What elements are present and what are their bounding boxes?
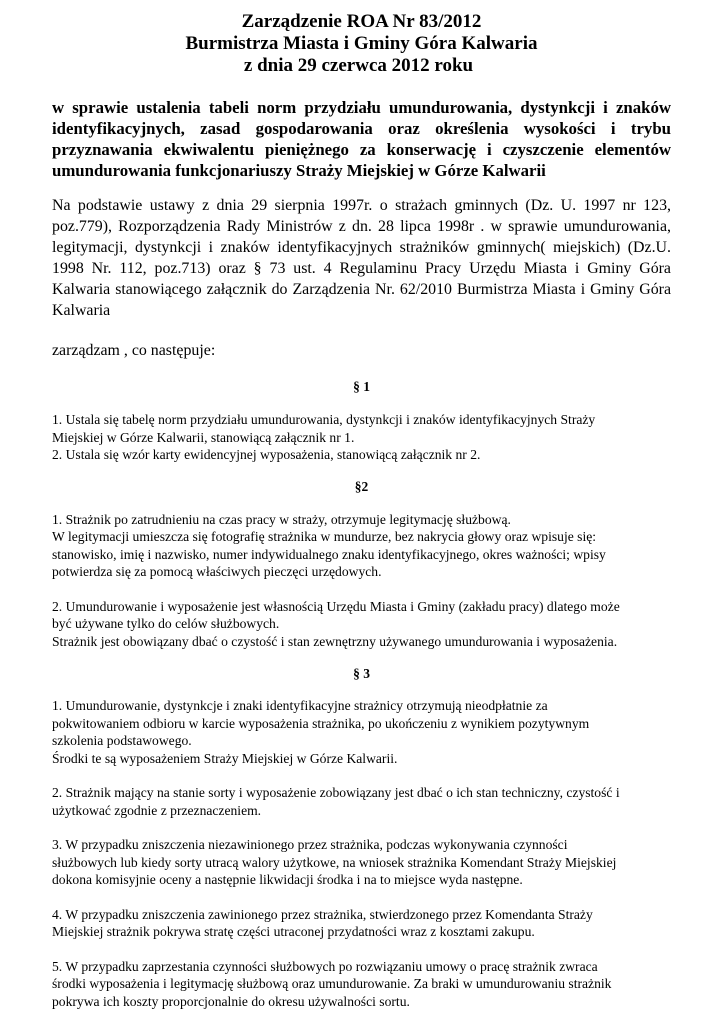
- text-line: 3. W przypadku zniszczenia niezawinionego przez strażnika, podczas wykonywania czynności: [52, 837, 568, 852]
- text-line: 1. Strażnik po zatrudnieniu na czas pracy w straży, otrzymuje legitymację służbową.: [52, 511, 511, 527]
- section-1-paragraph: [52, 411, 671, 464]
- text-line: Środki te są wyposażeniem Straży Miejskiej w Górze Kalwarii.: [52, 750, 398, 766]
- text-line: szkolenia podstawowego.: [52, 733, 192, 748]
- text-line: użytkować zgodnie z przeznaczeniem.: [52, 802, 262, 818]
- text-line: dokona komisyjnie oceny a następnie likwidacji środka i na to miejsce wyda następne.: [52, 872, 523, 887]
- document-page: [52, 0, 671, 1010]
- text-line: stanowisko, imię i nazwisko, numer indywidualnego znaku identyfikacyjnego, okres ważności; wpisy: [52, 546, 606, 562]
- text-line: 2. Strażnik mający na stanie sorty i wyposażenie zobowiązany jest dbać o ich stan techniczny, czystość i: [52, 785, 620, 800]
- section-2-heading: §2: [354, 478, 369, 494]
- text-line: 1. Ustala się tabelę norm przydziału umundurowania, dystynkcji i znaków identyfikacyjnych Straży: [52, 412, 596, 427]
- text-line: być używane tylko do celów służbowych.: [52, 616, 280, 631]
- text-line: 2. Umundurowanie i wyposażenie jest własnością Urzędu Miasta i Gminy (zakładu pracy) dlatego może: [52, 598, 620, 614]
- decree-line: zarządzam , co następuje:: [52, 342, 216, 359]
- section-3-heading: § 3: [353, 666, 370, 681]
- document-title: [52, 11, 671, 77]
- title-line-2: Burmistrza Miasta i Gminy Góra Kalwaria: [185, 33, 538, 54]
- text-line: 1. Umundurowanie, dystynkcje i znaki identyfikacyjne strażnicy otrzymują nieodpłatnie za: [52, 698, 548, 713]
- title-line-3: z dnia 29 czerwca 2012 roku: [243, 55, 474, 76]
- text-line: 5. W przypadku zaprzestania czynności służbowych po rozwiązaniu umowy o pracę strażnik zwraca: [52, 958, 598, 974]
- section-1-heading: § 1: [353, 379, 370, 394]
- section-3-paragraph-3: [52, 836, 671, 889]
- section-3-paragraph-2: [52, 784, 671, 819]
- section-3-paragraph-5: [52, 958, 671, 1011]
- text-line: pokrywa ich koszty proporcjonalnie do okresu używalności sortu.: [52, 993, 410, 1009]
- document-subject: w sprawie ustalenia tabeli norm przydziału umundurowania, dystynkcji i znaków identyfikacyjnych, zasad gospodarowania oraz określenia wysokości i trybu przyznawania ekwiwalentu pieniężnego za konserwację i czyszczenie elementów umundurowania funkcjonariuszy Straży Miejskiej w Górze Kalwarii: [52, 98, 671, 180]
- section-3-paragraph-1: [52, 697, 671, 767]
- section-2-paragraph-2: [52, 598, 671, 651]
- title-line-1: Zarządzenie ROA Nr 83/2012: [241, 11, 482, 32]
- text-line: służbowych lub kiedy sorty utracą walory użytkowe, na wniosek strażnika Komendant Straży Miejskiej: [52, 854, 617, 870]
- text-line: 2. Ustala się wzór karty ewidencyjnej wyposażenia, stanowiącą załącznik nr 2.: [52, 447, 481, 462]
- text-line: W legitymacji umieszcza się fotografię strażnika w mundurze, bez nakrycia głowy oraz wpisuje się:: [52, 529, 597, 544]
- text-line: potwierdza się za pomocą właściwych pieczęci urzędowych.: [52, 564, 382, 579]
- text-line: Strażnik jest obowiązany dbać o czystość i stan zewnętrzny używanego umundurowania i wyposażenia.: [52, 633, 618, 649]
- section-3-paragraph-4: [52, 906, 671, 941]
- section-2-paragraph-1: [52, 511, 671, 581]
- text-line: środki wyposażenia i legitymację służbową oraz umundurowanie. Za braki w umundurowaniu strażnik: [52, 976, 612, 991]
- text-line: Miejskiej strażnik pokrywa stratę części utraconej przydatności wraz z kosztami zakupu.: [52, 924, 535, 939]
- legal-basis-paragraph: Na podstawie ustawy z dnia 29 sierpnia 1997r. o strażach gminnych (Dz. U. 1997 nr 123, poz.779), Rozporządzenia Rady Ministrów z dn. 28 lipca 1998r . w sprawie umundurowania, legitymacji, dystynkcji i znaków identyfikacyjnych strażników gminnych( miejskich) (Dz.U. 1998 Nr. 112, poz.713) oraz § 73 ust. 4 Regulaminu Pracy Urzędu Miasta i Gminy Góra Kalwaria stanowiącego załącznik do Zarządzenia Nr. 62/2010 Burmistrza Miasta i Gminy Góra Kalwaria: [52, 197, 671, 319]
- text-line: Miejskiej w Górze Kalwarii, stanowiącą załącznik nr 1.: [52, 429, 355, 445]
- text-line: pokwitowaniem odbioru w karcie wyposażenia strażnika, po ukończeniu z wynikiem pozytywnym: [52, 715, 590, 731]
- text-line: 4. W przypadku zniszczenia zawinionego przez strażnika, stwierdzonego przez Komendanta Straży: [52, 906, 593, 922]
